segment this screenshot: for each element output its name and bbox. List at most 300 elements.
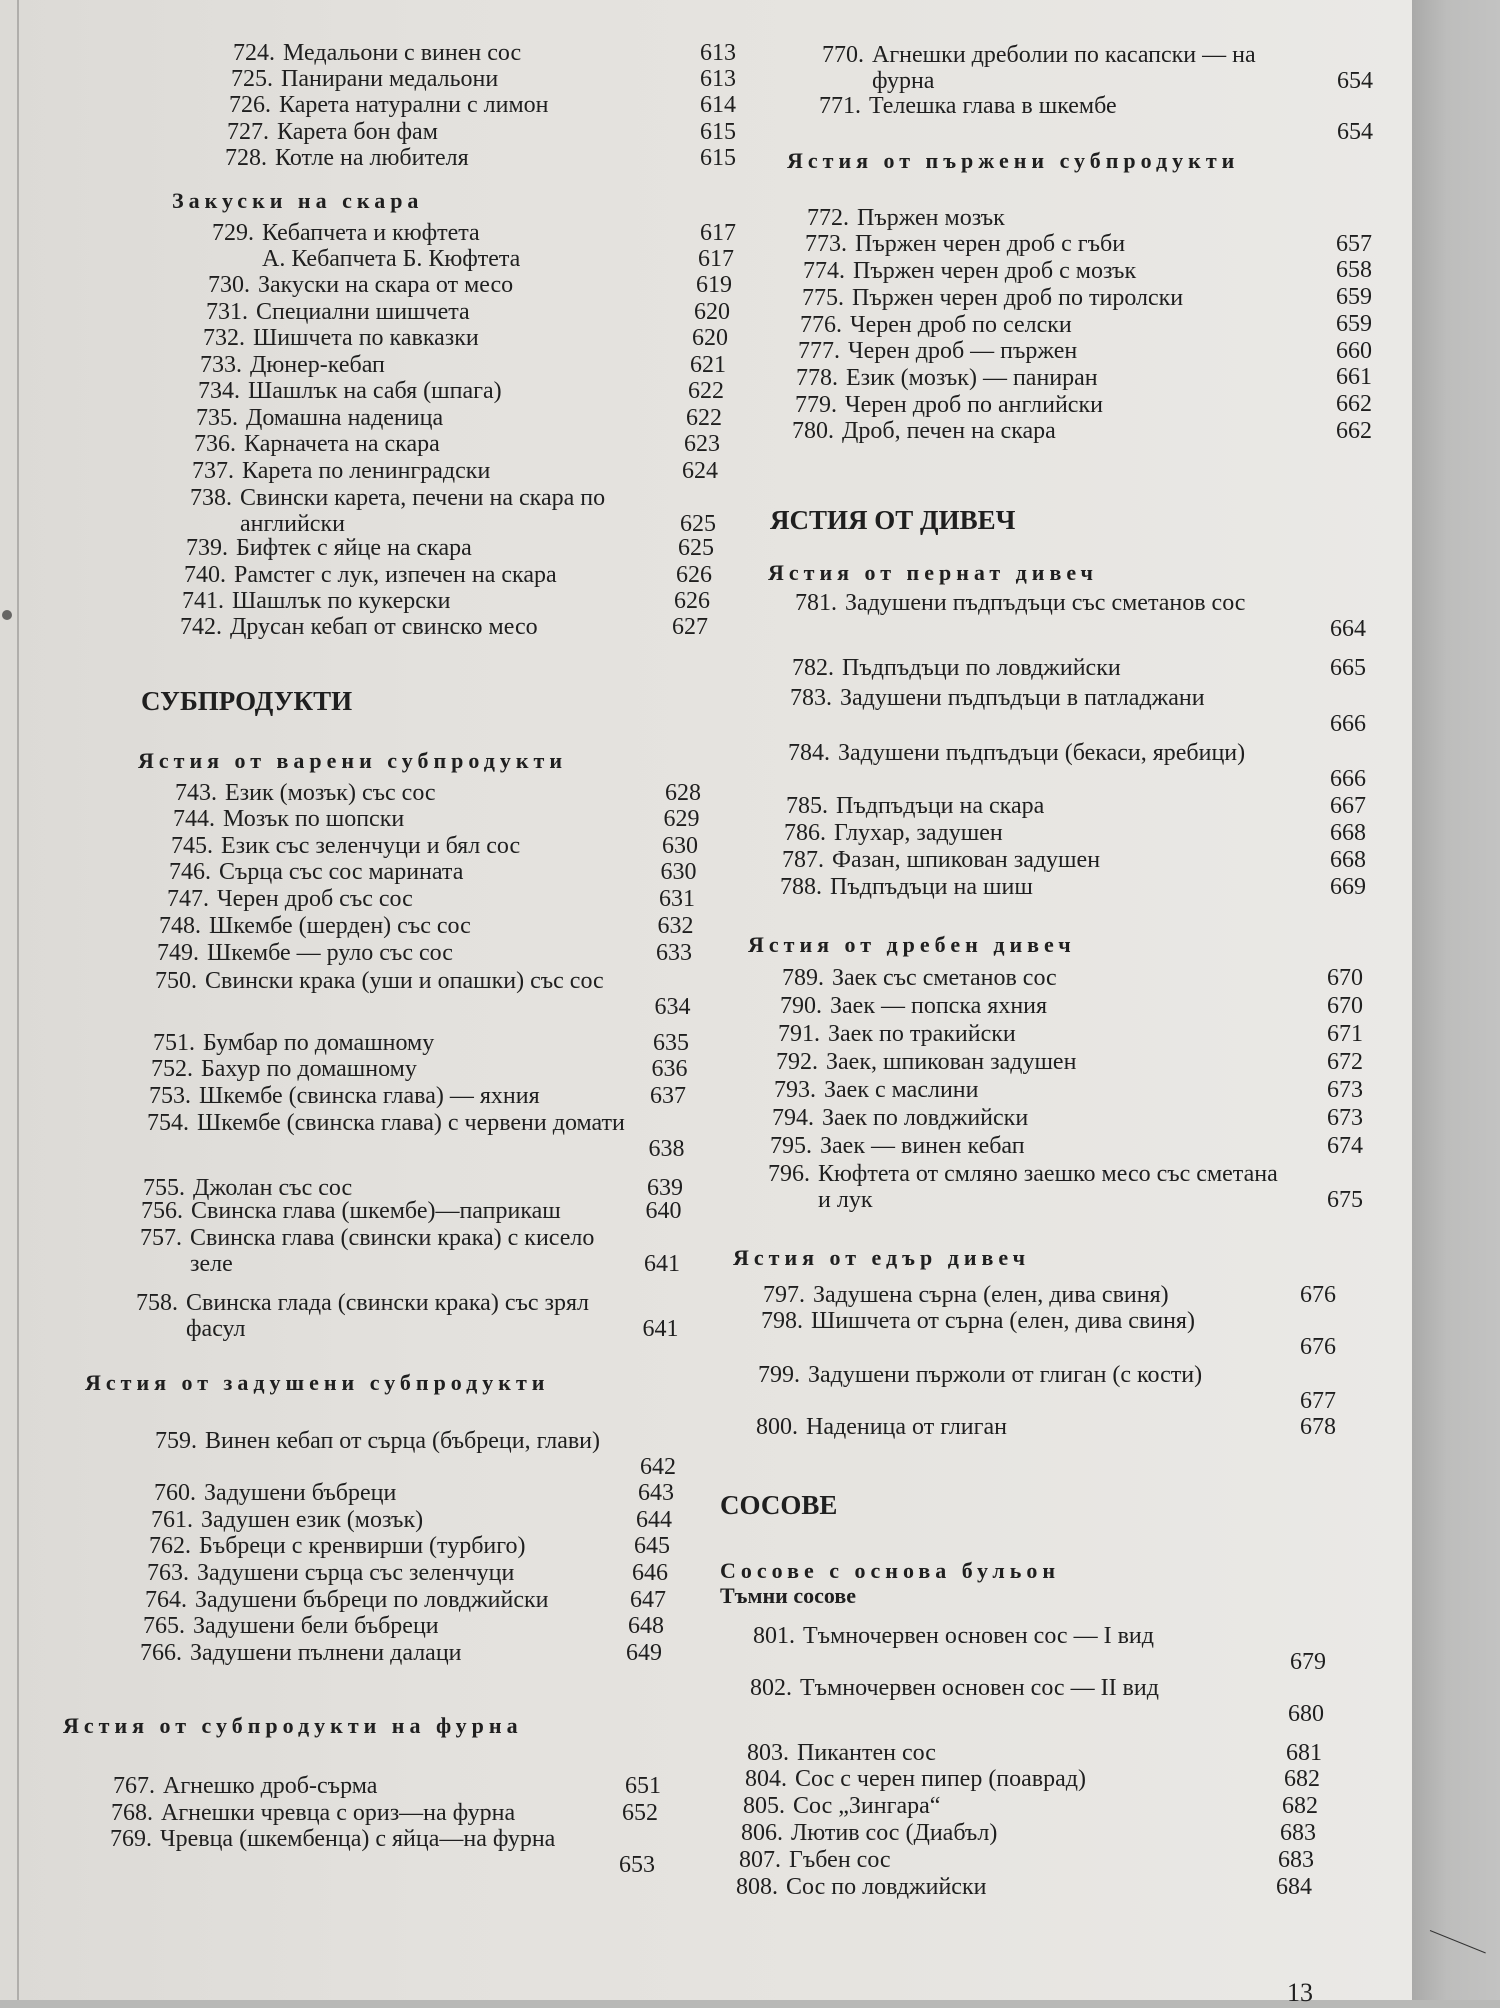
entry-page: 654 xyxy=(1337,68,1373,94)
toc-entry xyxy=(758,1021,1363,1047)
entry-title: Задушени пъдпъдъци (бекаси, яребици) xyxy=(838,740,1246,766)
entry-number: 799. xyxy=(758,1362,800,1388)
toc-entry xyxy=(135,968,691,1020)
entry-title: Бъбреци с кренвирши (турбиго) xyxy=(199,1533,526,1559)
toc-entry xyxy=(723,1793,1318,1819)
toc-entry xyxy=(213,40,736,66)
entry-number: 738. xyxy=(190,485,232,511)
toc-entry xyxy=(116,1290,679,1342)
toc-entry xyxy=(211,66,736,92)
entry-number: 727. xyxy=(227,119,269,145)
entry-page: 673 xyxy=(1327,1105,1363,1131)
entry-number: 739. xyxy=(186,535,228,561)
entry-number: 743. xyxy=(175,780,217,806)
section-offal: СУБПРОДУКТИ xyxy=(141,686,353,716)
entry-number: 781. xyxy=(795,590,837,616)
entry-number: 793. xyxy=(774,1077,816,1103)
entry-page: 625 xyxy=(678,535,714,561)
entry-title: Карета бон фам xyxy=(277,119,438,145)
entry-number: 784. xyxy=(788,740,830,766)
entry-title: Свински крака (уши и опашки) със сос xyxy=(205,968,604,994)
entry-number: 749. xyxy=(157,940,199,966)
entry-title: Агнешки дреболии по касапски — на фурна xyxy=(872,42,1256,94)
toc-entry xyxy=(162,588,710,614)
entry-number: 780. xyxy=(792,418,834,444)
entry-number: 761. xyxy=(151,1507,193,1533)
entry-page: 643 xyxy=(638,1480,674,1506)
section-sauces: СОСОВЕ xyxy=(720,1490,838,1520)
entry-page: 615 xyxy=(700,145,736,171)
background-shadow xyxy=(1412,0,1500,2000)
subsection-grill: Закуски на скара xyxy=(172,188,424,213)
toc-entry xyxy=(748,1161,1363,1213)
entry-title: Фазан, шпикован задушен xyxy=(832,847,1101,873)
entry-number: 765. xyxy=(143,1613,185,1639)
entry-page: 668 xyxy=(1330,847,1366,873)
entry-title: Свински карета, печени на скара по английски xyxy=(240,485,606,537)
entry-number: 730. xyxy=(208,272,250,298)
entry-page: 672 xyxy=(1327,1049,1363,1075)
entry-title: Дроб, печен на скара xyxy=(842,418,1056,444)
entry-page: 638 xyxy=(648,1136,685,1162)
entry-page: 670 xyxy=(1327,993,1363,1019)
section-game: ЯСТИЯ ОТ ДИВЕЧ xyxy=(770,505,1016,535)
entry-page: 676 xyxy=(1300,1334,1336,1360)
entry-page: 622 xyxy=(688,378,724,404)
toc-entry xyxy=(738,1362,1336,1414)
toc-entry xyxy=(736,1414,1336,1440)
toc-entry xyxy=(772,655,1366,681)
subsection-small-game: Ястия от дребен дивеч xyxy=(748,932,1076,957)
subsection-big-game: Ястия от едър дивеч xyxy=(733,1245,1031,1270)
entry-page: 613 xyxy=(700,40,736,66)
entry-title: Карета натурални с лимон xyxy=(279,92,549,118)
toc-entry xyxy=(155,780,701,806)
toc-entry xyxy=(192,246,734,272)
entry-number: 770. xyxy=(822,42,864,68)
entry-title: Задушен език (мозък) xyxy=(201,1507,424,1533)
toc-entry xyxy=(135,1428,676,1480)
entry-page: 681 xyxy=(1286,1740,1322,1766)
entry-number: 759. xyxy=(155,1428,197,1454)
entry-page: 645 xyxy=(634,1533,670,1559)
toc-entry xyxy=(799,93,1373,145)
entry-number: 762. xyxy=(149,1533,191,1559)
entry-page: 660 xyxy=(1336,338,1372,364)
entry-page: 640 xyxy=(645,1198,682,1224)
entry-page: 624 xyxy=(682,458,718,484)
entry-title: Заек, шпикован задушен xyxy=(826,1049,1077,1075)
entry-title: Шишчета от сърна (елен, дива свиня) xyxy=(811,1308,1195,1334)
toc-entry xyxy=(153,806,700,832)
entry-page: 670 xyxy=(1327,965,1363,991)
entry-number: 798. xyxy=(761,1308,803,1334)
entry-title: Шкембе — руло със сос xyxy=(207,940,453,966)
toc-entry xyxy=(762,965,1363,991)
entry-title: Задушени пълнени далаци xyxy=(190,1640,462,1666)
entry-page: 630 xyxy=(660,859,697,885)
entry-title: Панирани медальони xyxy=(281,66,499,92)
entry-page: 620 xyxy=(692,325,728,351)
entry-title: Карначета на скара xyxy=(244,431,440,457)
entry-number: 760. xyxy=(154,1480,196,1506)
entry-number: 806. xyxy=(741,1820,783,1846)
toc-entry xyxy=(756,1049,1363,1075)
entry-number: 786. xyxy=(784,820,826,846)
toc-entry xyxy=(770,685,1366,737)
entry-page: 649 xyxy=(626,1640,662,1666)
toc-entry xyxy=(134,1480,674,1506)
entry-title: Пикантен сос xyxy=(797,1740,936,1766)
entry-page: 684 xyxy=(1276,1874,1312,1900)
entry-number: 729. xyxy=(212,220,254,246)
entry-number: 769. xyxy=(110,1826,152,1852)
entry-title: Глухар, задушен xyxy=(834,820,1003,846)
entry-page: 682 xyxy=(1284,1766,1320,1792)
entry-page: 646 xyxy=(632,1560,668,1586)
toc-entry xyxy=(131,1507,672,1533)
entry-title: Пържен черен дроб по тиролски xyxy=(852,285,1184,311)
entry-page: 666 xyxy=(1330,711,1366,737)
entry-title: Черен дроб — пържен xyxy=(848,338,1078,364)
entry-page: 682 xyxy=(1282,1793,1318,1819)
entry-page: 666 xyxy=(1330,766,1366,792)
toc-entry xyxy=(762,847,1366,873)
toc-entry xyxy=(775,590,1366,642)
dark-sauces-label: Тъмни сосове xyxy=(720,1583,856,1608)
entry-number: 748. xyxy=(159,913,201,939)
toc-entry xyxy=(160,614,708,640)
entry-page: 617 xyxy=(700,220,736,246)
entry-page: 636 xyxy=(651,1056,688,1082)
entry-title: Пъдпъдъци на шиш xyxy=(830,874,1033,900)
entry-title: Наденица от глиган xyxy=(806,1414,1007,1440)
entry-number: 787. xyxy=(782,847,824,873)
toc-entry xyxy=(151,833,698,859)
entry-page: 625 xyxy=(680,511,716,537)
toc-entry xyxy=(180,352,726,378)
entry-title: Домашна наденица xyxy=(246,405,444,431)
toc-entry xyxy=(172,458,718,484)
entry-page: 630 xyxy=(662,833,698,859)
entry-page: 628 xyxy=(665,780,701,806)
subsection-stewed: Ястия от задушени субпродукти xyxy=(85,1370,550,1395)
toc-entry xyxy=(139,913,694,939)
toc-entry xyxy=(752,1105,1363,1131)
entry-number: 741. xyxy=(182,588,224,614)
entry-page: 662 xyxy=(1336,418,1372,444)
entry-number: 789. xyxy=(782,965,824,991)
entry-number: 796. xyxy=(768,1161,810,1187)
toc-entry xyxy=(91,1800,658,1826)
entry-title: Сос с черен пипер (поаврад) xyxy=(795,1766,1086,1792)
entry-page: 619 xyxy=(696,272,732,298)
entry-title: Тъмночервен основен сос — II вид xyxy=(800,1675,1159,1701)
entry-number: 734. xyxy=(198,378,240,404)
entry-number: 782. xyxy=(792,655,834,681)
entry-title: Шкембе (свинска глава) с червени домати xyxy=(197,1110,625,1136)
entry-page: 622 xyxy=(686,405,722,431)
entry-number: 775. xyxy=(802,285,844,311)
entry-page: 613 xyxy=(700,66,736,92)
entry-number: 755. xyxy=(143,1175,185,1201)
entry-number: 728. xyxy=(225,145,267,171)
entry-title: Свинска глава (свински крака) с кисело зеле xyxy=(190,1225,595,1277)
entry-number: 737. xyxy=(192,458,234,484)
entry-title: Задушени бъбреци по ловджийски xyxy=(195,1587,549,1613)
entry-number: 776. xyxy=(800,312,842,338)
entry-number: 801. xyxy=(753,1623,795,1649)
entry-title: Телешка глава в шкембе xyxy=(869,93,1117,119)
toc-entry xyxy=(176,405,722,431)
toc-entry xyxy=(764,820,1366,846)
entry-page: 631 xyxy=(659,886,695,912)
entry-page: 671 xyxy=(1327,1021,1363,1047)
toc-entry xyxy=(741,1308,1336,1360)
entry-number: 785. xyxy=(786,793,828,819)
entry-page: 647 xyxy=(630,1587,666,1613)
entry-number: 736. xyxy=(194,431,236,457)
entry-title: Котле на любителя xyxy=(275,145,469,171)
toc-entry xyxy=(121,1198,682,1224)
entry-number: 808. xyxy=(736,1874,778,1900)
entry-page: 626 xyxy=(674,588,710,614)
entry-number: 767. xyxy=(113,1773,155,1799)
entry-title: Гъбен сос xyxy=(789,1847,891,1873)
entry-number: 794. xyxy=(772,1105,814,1131)
entry-title: Шкембе (свинска глава) — яхния xyxy=(199,1083,540,1109)
toc-entry xyxy=(209,92,736,118)
subsection-feathered: Ястия от пернат дивеч xyxy=(768,560,1098,585)
toc-entry xyxy=(725,1766,1320,1792)
entry-title: Бахур по домашному xyxy=(201,1056,417,1082)
toc-entry xyxy=(127,1110,685,1162)
entry-number: 807. xyxy=(739,1847,781,1873)
entry-number: 747. xyxy=(167,886,209,912)
toc-entry xyxy=(120,1640,662,1666)
entry-page: 623 xyxy=(684,431,720,457)
entry-number: 768. xyxy=(111,1800,153,1826)
entry-title: Пържен черен дроб с мозък xyxy=(853,258,1137,284)
entry-title: Чревца (шкембенца) с яйца—на фурна xyxy=(160,1826,556,1852)
ink-blemish xyxy=(2,610,12,620)
entry-title: Сос „Зингара“ xyxy=(793,1793,941,1819)
entry-number: 733. xyxy=(200,352,242,378)
entry-title: Джолан със сос xyxy=(193,1175,353,1201)
entry-title: Език (мозък) — паниран xyxy=(846,365,1098,391)
entry-title: Медальони с винен сос xyxy=(283,40,522,66)
toc-entry xyxy=(125,1587,666,1613)
entry-number: 797. xyxy=(763,1282,805,1308)
entry-page: 659 xyxy=(1336,284,1372,310)
subsection-boiled: Ястия от варени субпродукти xyxy=(138,748,568,773)
entry-number: 746. xyxy=(169,859,211,885)
entry-title: Език (мозък) със сос xyxy=(225,780,436,806)
entry-page: 652 xyxy=(622,1800,658,1826)
toc-entry xyxy=(147,886,695,912)
toc-entry xyxy=(93,1773,661,1799)
entry-number: 800. xyxy=(756,1414,798,1440)
entry-page: 641 xyxy=(642,1316,679,1342)
toc-entry xyxy=(721,1820,1316,1846)
toc-entry xyxy=(750,1133,1363,1159)
toc-entry xyxy=(133,1030,689,1056)
toc-entry xyxy=(149,859,697,885)
toc-entry xyxy=(727,1740,1322,1766)
entry-number: 726. xyxy=(229,92,271,118)
entry-number: 774. xyxy=(803,258,845,284)
toc-entry xyxy=(772,418,1312,444)
subsection-fried: Ястия от пържени субпродукти xyxy=(787,148,1240,173)
entry-title: Свинска глада (свински крака) със зрял фасул xyxy=(186,1290,590,1342)
entry-page: 644 xyxy=(636,1507,672,1533)
entry-page: 637 xyxy=(650,1083,686,1109)
toc-entry xyxy=(120,1225,680,1277)
entry-title: Друсан кебап от свинско месо xyxy=(230,614,538,640)
entry-page: 641 xyxy=(644,1251,680,1277)
entry-page: 634 xyxy=(654,994,691,1020)
entry-number: 751. xyxy=(153,1030,195,1056)
entry-page: 683 xyxy=(1280,1820,1316,1846)
entry-number: 788. xyxy=(780,874,822,900)
toc-entry xyxy=(178,378,724,404)
entry-title: Кебапчета и кюфтета xyxy=(262,220,480,246)
entry-page: 679 xyxy=(1290,1649,1326,1675)
toc-entry xyxy=(170,485,716,537)
entry-title: Сърца със сос марината xyxy=(219,859,464,885)
entry-page: 627 xyxy=(672,614,708,640)
subsection-broth: Сосове с основа бульон xyxy=(720,1558,1061,1583)
entry-title: Пържен мозък xyxy=(857,205,1005,231)
entry-title: Заек — попска яхния xyxy=(830,993,1048,1019)
entry-page: 635 xyxy=(653,1030,689,1056)
toc-entry xyxy=(192,220,736,246)
entry-page: 629 xyxy=(663,806,700,832)
entry-number: 773. xyxy=(805,231,847,257)
toc-entry xyxy=(123,1613,664,1639)
entry-title: Заек с маслини xyxy=(824,1077,979,1103)
entry-title: Карета по ленинградски xyxy=(242,458,491,484)
entry-number: 804. xyxy=(745,1766,787,1792)
entry-page: 673 xyxy=(1327,1077,1363,1103)
entry-title: Задушени пъдпъдъци със сметанов сос xyxy=(845,590,1246,616)
entry-page: 667 xyxy=(1330,793,1366,819)
entry-title: Лютив сос (Диабъл) xyxy=(791,1820,998,1846)
entry-number: 750. xyxy=(155,968,197,994)
entry-page: 664 xyxy=(1330,616,1366,642)
entry-title: Винен кебап от сърца (бъбреци, глави) xyxy=(205,1428,601,1454)
entry-title: Пъдпъдъци по ловджийски xyxy=(842,655,1121,681)
entry-number: 792. xyxy=(776,1049,818,1075)
entry-page: 662 xyxy=(1336,391,1372,417)
entry-number: 745. xyxy=(171,833,213,859)
toc-entry xyxy=(730,1675,1324,1727)
entry-number: 731. xyxy=(206,299,248,325)
entry-page: 654 xyxy=(1337,119,1373,145)
entry-page: 639 xyxy=(647,1175,683,1201)
entry-title: Задушени сърца със зеленчуци xyxy=(197,1560,515,1586)
entry-number: 795. xyxy=(770,1133,812,1159)
toc-entry xyxy=(164,562,712,588)
entry-title: Пъдпъдъци на скара xyxy=(836,793,1045,819)
entry-number: 758. xyxy=(136,1290,178,1316)
entry-title: Тъмночервен основен сос — I вид xyxy=(803,1623,1154,1649)
entry-title: Закуски на скара от месо xyxy=(258,272,514,298)
entry-title: Задушени пържоли от глиган (с кости) xyxy=(808,1362,1203,1388)
entry-number: 779. xyxy=(795,392,837,418)
toc-entry xyxy=(137,940,692,966)
entry-number: 802. xyxy=(750,1675,792,1701)
entry-title: Шашлък на сабя (шпага) xyxy=(248,378,502,404)
entry-page: 653 xyxy=(619,1852,655,1878)
toc-entry xyxy=(129,1083,686,1109)
entry-number: 744. xyxy=(173,806,215,832)
entry-page: 642 xyxy=(640,1454,676,1480)
toc-entry xyxy=(207,119,736,145)
toc-entry xyxy=(743,1282,1336,1308)
entry-title: Рамстег с лук, изпечен на скара xyxy=(234,562,557,588)
entry-number: 756. xyxy=(141,1198,183,1224)
entry-title: Заек със сметанов сос xyxy=(832,965,1057,991)
entry-number: 757. xyxy=(140,1225,182,1251)
toc-entry xyxy=(754,1077,1363,1103)
entry-page: 617 xyxy=(698,246,734,272)
entry-title: Свинска глава (шкембе)—паприкаш xyxy=(191,1198,561,1224)
entry-page: 621 xyxy=(690,352,726,378)
entry-page: 657 xyxy=(1336,231,1372,257)
entry-title: Шкембе (шерден) със сос xyxy=(209,913,471,939)
entry-title: Шашлък по кукерски xyxy=(232,588,451,614)
toc-entry xyxy=(719,1847,1314,1873)
toc-entry xyxy=(716,1874,1312,1900)
entry-title: Специални шишчета xyxy=(256,299,470,325)
entry-title: Заек — винен кебап xyxy=(820,1133,1025,1159)
entry-title: Задушена сърна (елен, дива свиня) xyxy=(813,1282,1169,1308)
toc-entry xyxy=(802,42,1373,94)
entry-page: 661 xyxy=(1336,364,1372,390)
entry-page: 658 xyxy=(1336,257,1372,283)
entry-number: 763. xyxy=(147,1560,189,1586)
entry-title: Заек по тракийски xyxy=(828,1021,1016,1047)
entry-number: 752. xyxy=(151,1056,193,1082)
toc-entry xyxy=(766,793,1366,819)
entry-title: Задушени пъдпъдъци в патладжани xyxy=(840,685,1205,711)
entry-number: 725. xyxy=(231,66,273,92)
entry-number: 740. xyxy=(184,562,226,588)
toc-entry xyxy=(188,272,732,298)
entry-title: Мозък по шопски xyxy=(223,806,405,832)
entry-title: Шишчета по кавказки xyxy=(253,325,479,351)
entry-page: 678 xyxy=(1300,1414,1336,1440)
entry-page: 620 xyxy=(694,299,730,325)
toc-entry xyxy=(205,145,736,171)
entry-number: 764. xyxy=(145,1587,187,1613)
entry-number: 790. xyxy=(780,993,822,1019)
entry-page: 651 xyxy=(625,1773,661,1799)
toc-entry xyxy=(129,1533,670,1559)
entry-title: Агнешки чревца с ориз—на фурна xyxy=(161,1800,516,1826)
entry-number: 778. xyxy=(796,365,838,391)
entry-number: 754. xyxy=(147,1110,189,1136)
entry-title: Сос по ловджийски xyxy=(786,1874,987,1900)
entry-number: 783. xyxy=(790,685,832,711)
entry-page: 648 xyxy=(628,1613,664,1639)
entry-page: 680 xyxy=(1288,1701,1324,1727)
entry-number: 805. xyxy=(743,1793,785,1819)
entry-page: 674 xyxy=(1327,1133,1363,1159)
entry-title: Черен дроб със сос xyxy=(217,886,413,912)
toc-entry xyxy=(768,740,1366,792)
